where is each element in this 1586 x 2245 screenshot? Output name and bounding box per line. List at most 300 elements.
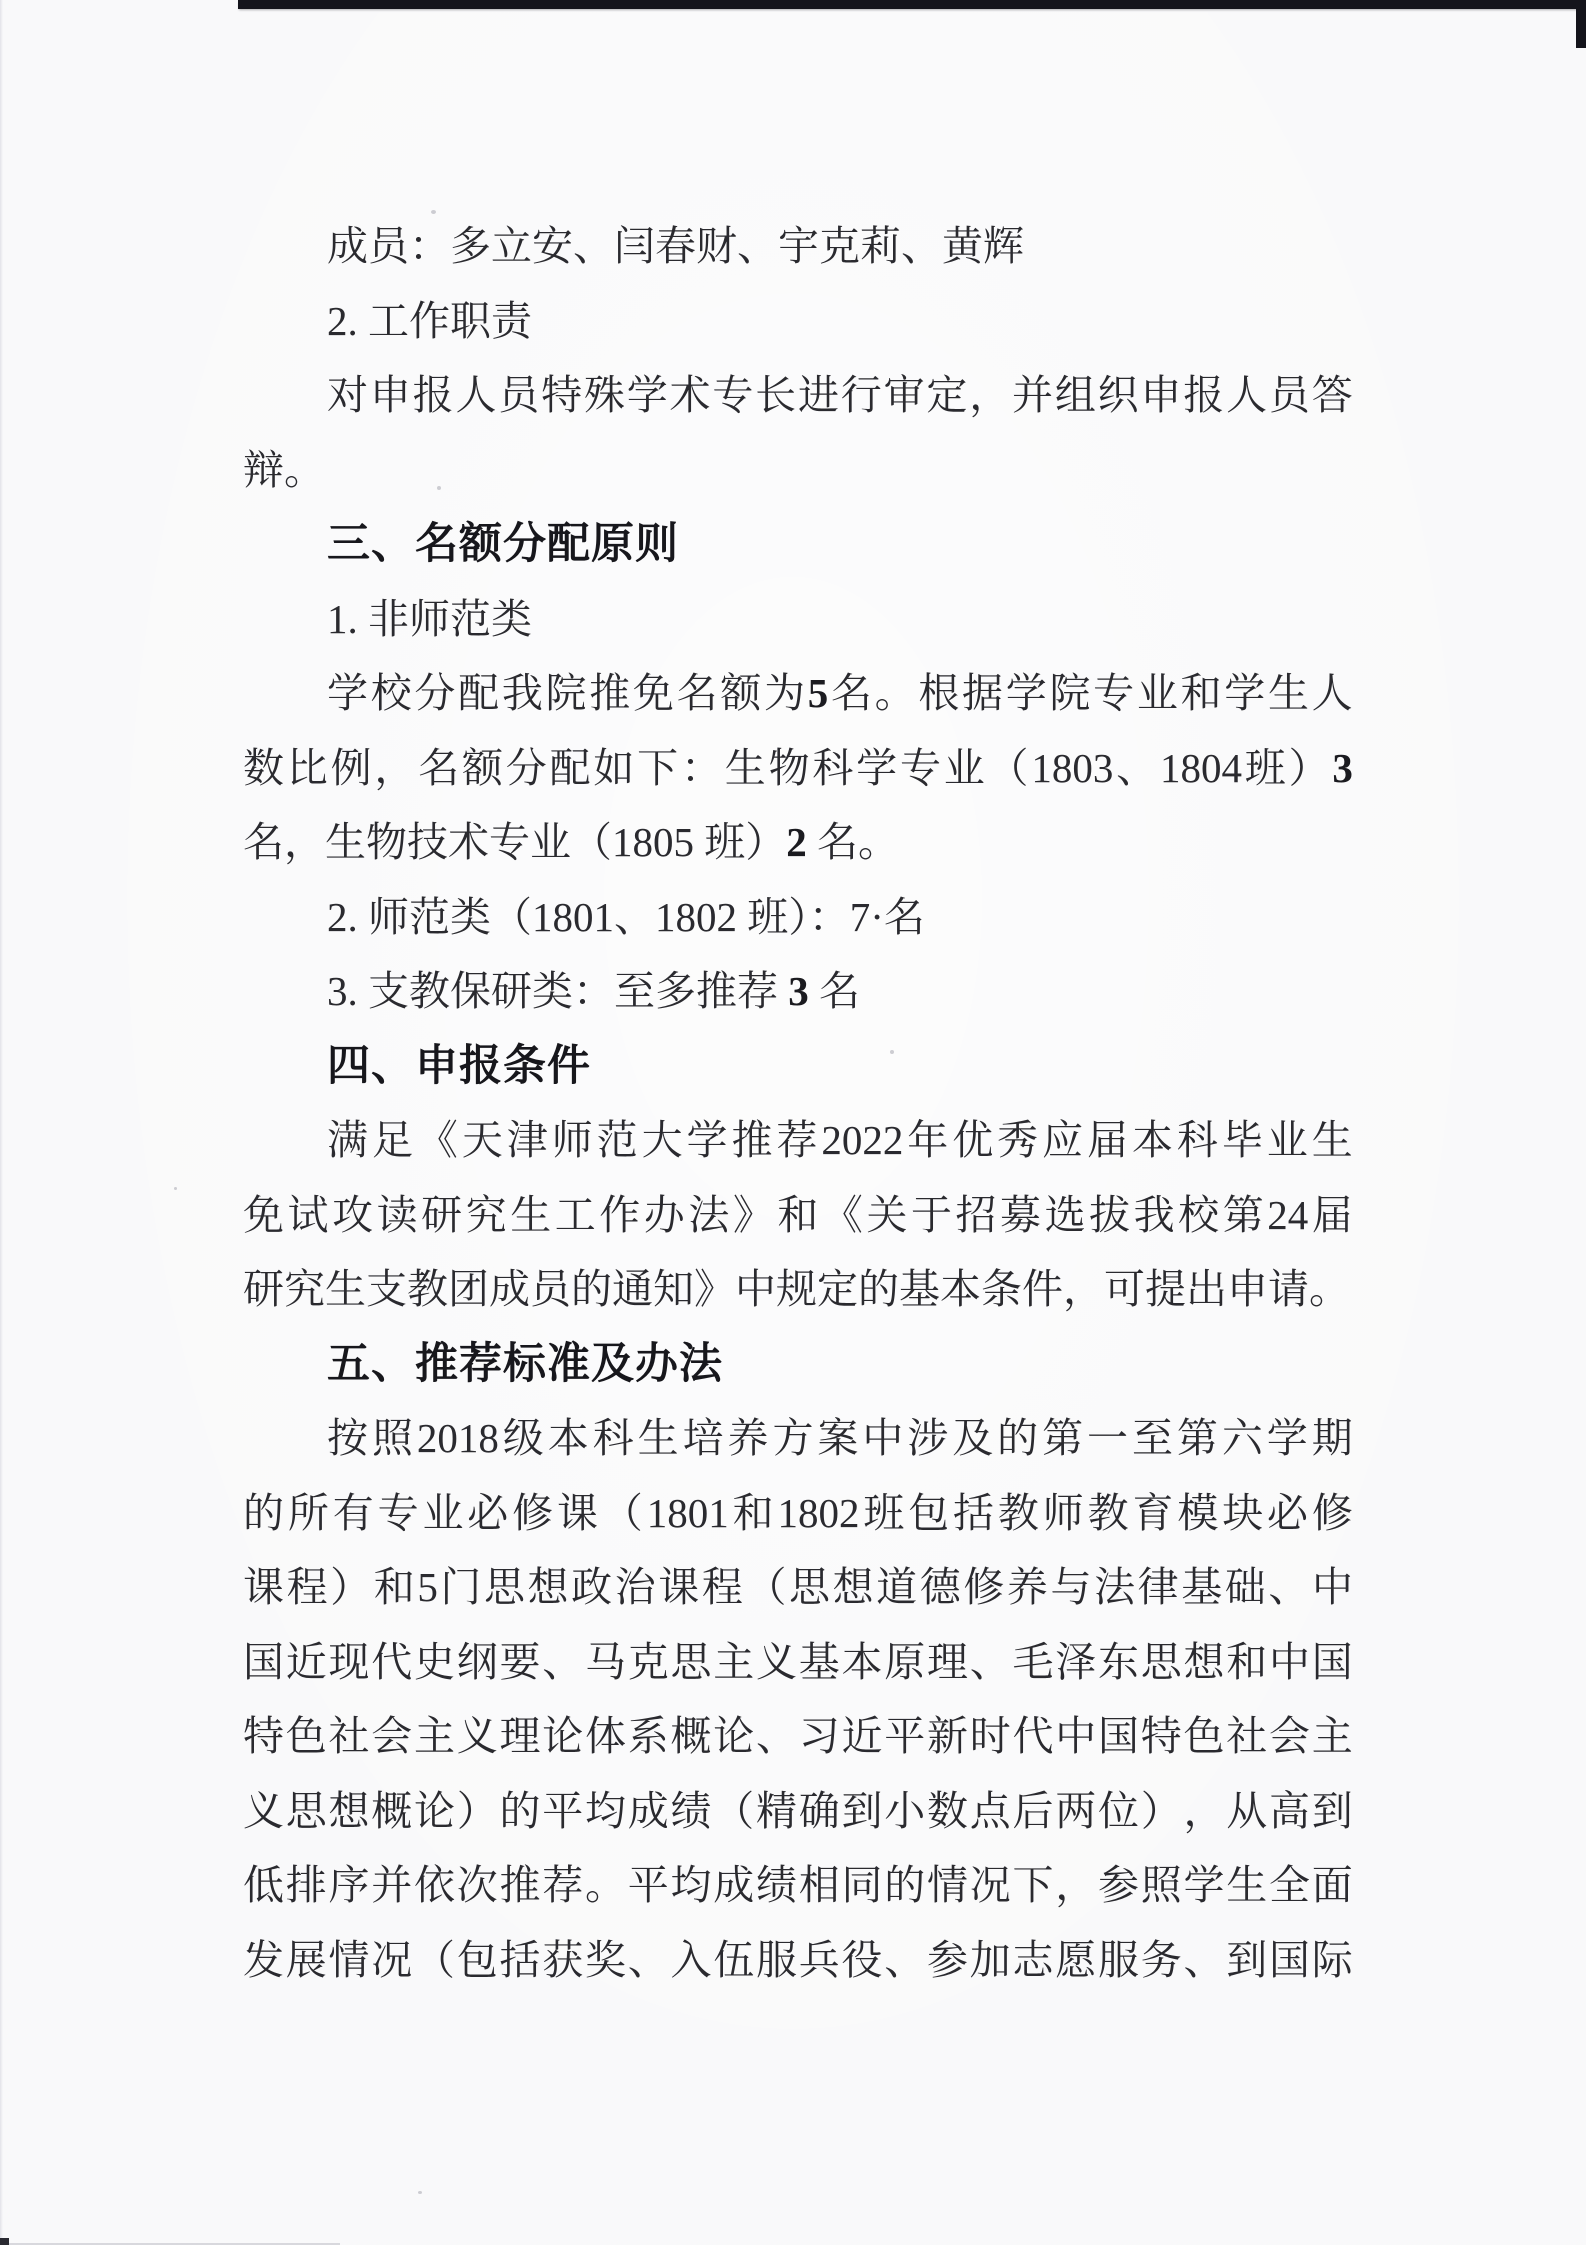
line-text: 养 xyxy=(727,1415,769,1461)
line-text: 中 xyxy=(1311,1564,1353,1610)
line-text: 学 xyxy=(626,372,668,418)
line-text: ， xyxy=(969,372,1011,418)
line-text: ， xyxy=(1183,1787,1225,1834)
line-text: 的 xyxy=(499,1787,541,1834)
line-text: 史 xyxy=(414,1638,455,1685)
line-text: 院 xyxy=(545,670,587,716)
line-text: 试 xyxy=(287,1191,329,1238)
line-text: 辩。 xyxy=(243,446,325,493)
line-text: 治 xyxy=(614,1564,656,1610)
line-text: 和 xyxy=(373,1564,415,1610)
line-text: 伍 xyxy=(713,1936,755,1983)
line-text: 本 xyxy=(841,1638,883,1685)
line-text: 专 xyxy=(1093,670,1135,716)
line-text: 次 xyxy=(456,1862,498,1908)
line-text: 。 xyxy=(585,1862,626,1908)
line-text: 审 xyxy=(883,372,925,418)
line-text: 1. 非师范类 xyxy=(327,595,532,642)
line-text: 括 xyxy=(499,1936,541,1983)
line-text: 科 xyxy=(592,1415,634,1461)
text-block xyxy=(243,209,1353,1997)
line-text: 募 xyxy=(1000,1191,1042,1238)
text-line xyxy=(243,805,1353,880)
line-text: 下 xyxy=(637,744,679,791)
line-text: （ xyxy=(414,1936,455,1983)
line-text: 精 xyxy=(756,1787,797,1834)
bold-number: 3 xyxy=(1332,744,1353,791)
line-text: 术 xyxy=(669,372,711,418)
line-text: （ xyxy=(987,744,1029,791)
line-text: 修 xyxy=(512,1489,554,1536)
line-text: 专 xyxy=(899,744,941,791)
line-text: 比 xyxy=(286,744,328,791)
line-text: ） xyxy=(1140,1787,1182,1834)
line-text: 思 xyxy=(1140,1638,1182,1685)
line-text: 纲 xyxy=(456,1638,498,1685)
line-text: 2018 xyxy=(416,1415,499,1461)
line-text: 论 xyxy=(542,1713,584,1759)
line-text: 平 xyxy=(542,1787,584,1834)
line-text: 答 xyxy=(1311,372,1353,418)
line-text: 会 xyxy=(371,1713,413,1759)
line-text: 届 xyxy=(1087,1117,1128,1163)
line-text: 的 xyxy=(243,1489,284,1536)
scan-corner-mark xyxy=(0,2238,9,2245)
line-text: 人 xyxy=(1311,670,1353,716)
text-line xyxy=(243,1401,1353,1476)
line-text: 政 xyxy=(571,1564,613,1610)
line-text: 愿 xyxy=(1055,1936,1097,1983)
line-text: 。 xyxy=(874,670,916,716)
line-text: 工 xyxy=(554,1191,596,1238)
line-text: 想 xyxy=(1183,1638,1225,1685)
line-text: 基 xyxy=(798,1638,840,1685)
line-text: 参 xyxy=(1098,1862,1139,1908)
line-text: 生 xyxy=(724,744,766,791)
line-text: 生 xyxy=(1267,670,1309,716)
line-text: 概 xyxy=(670,1713,712,1759)
line-text: 分 xyxy=(505,744,547,791)
line-text: 况 xyxy=(371,1936,413,1983)
line-text: 和 xyxy=(1180,670,1222,716)
line-text: 论 xyxy=(713,1713,755,1759)
line-text: 下 xyxy=(1012,1862,1054,1908)
line-text: 第 xyxy=(1222,1191,1264,1238)
line-text: 3. 支教保研类：至多推荐 xyxy=(327,968,789,1014)
line-text: 如 xyxy=(593,744,635,791)
line-text: 员 xyxy=(498,372,540,418)
text-line xyxy=(243,1625,1353,1700)
line-text: 国 xyxy=(1311,1638,1353,1685)
line-text: 攻 xyxy=(332,1191,374,1238)
line-text: 道 xyxy=(876,1564,918,1610)
line-text: 排 xyxy=(285,1862,327,1908)
line-text: 成 xyxy=(627,1787,669,1834)
line-text: 2. 师范类（1801、1802 班）：7·名 xyxy=(327,893,925,940)
line-text: 代 xyxy=(371,1638,413,1685)
line-text: 业 xyxy=(422,1489,464,1536)
bold-number: 3 xyxy=(788,968,809,1014)
line-text: 培 xyxy=(682,1415,724,1461)
line-text: 时 xyxy=(969,1713,1011,1759)
line-text: 会 xyxy=(1269,1713,1310,1759)
line-text: 照 xyxy=(371,1415,413,1461)
text-line xyxy=(243,1103,1353,1178)
line-text: 研 xyxy=(421,1191,463,1238)
line-text: 泽 xyxy=(1055,1638,1097,1685)
line-text: 数 xyxy=(243,744,284,791)
line-text: 长 xyxy=(755,372,797,418)
line-text: 育 xyxy=(1132,1489,1174,1536)
line-text: 义 xyxy=(756,1638,797,1685)
text-line xyxy=(243,1550,1353,1625)
line-text: 新 xyxy=(927,1713,968,1759)
line-text: 志 xyxy=(1012,1936,1054,1983)
line-text: 报 xyxy=(412,372,454,418)
line-text: ） xyxy=(1288,744,1330,791)
line-text: 优 xyxy=(952,1117,994,1163)
line-text: 于 xyxy=(910,1191,952,1238)
line-text: 选 xyxy=(1044,1191,1086,1238)
line-text: 习 xyxy=(798,1713,840,1759)
line-text: 、 xyxy=(969,1638,1011,1685)
line-text: 院 xyxy=(1049,670,1091,716)
line-text: 业 xyxy=(943,744,985,791)
line-text: 生 xyxy=(510,1191,552,1238)
line-text: 免 xyxy=(632,670,674,716)
line-text: 概 xyxy=(371,1787,413,1834)
scan-edge-top xyxy=(238,0,1586,9)
line-text: 人 xyxy=(1226,372,1268,418)
line-text: 2022 xyxy=(821,1117,904,1163)
line-text: 范 xyxy=(596,1117,638,1163)
line-text: 期 xyxy=(1311,1415,1353,1461)
line-text: 与 xyxy=(1050,1564,1092,1610)
line-text: 服 xyxy=(1098,1936,1139,1983)
line-text: 展 xyxy=(285,1936,327,1983)
section-heading xyxy=(243,1029,1353,1104)
line-text: 包 xyxy=(908,1489,950,1536)
line-text: 特 xyxy=(243,1713,284,1759)
line-text: 马 xyxy=(585,1638,626,1685)
line-text: 名 xyxy=(830,670,872,716)
line-text: 基 xyxy=(1181,1564,1223,1610)
line-text: 原 xyxy=(884,1638,926,1685)
scan-speck xyxy=(418,2191,422,2194)
line-text: 至 xyxy=(1131,1415,1173,1461)
line-text: 中 xyxy=(1055,1713,1097,1759)
text-line xyxy=(243,880,1353,955)
line-text: 理 xyxy=(499,1713,541,1759)
line-text: ： xyxy=(680,744,722,791)
line-text: 《 xyxy=(821,1191,863,1238)
line-text: 满 xyxy=(327,1117,368,1163)
line-text: 律 xyxy=(1137,1564,1179,1610)
line-text: 名 xyxy=(418,744,460,791)
line-text: 物 xyxy=(768,744,810,791)
bold-number: 5 xyxy=(807,670,829,716)
line-text: 年 xyxy=(907,1117,949,1163)
line-text: 进 xyxy=(797,372,839,418)
line-text: 现 xyxy=(328,1638,370,1685)
bold-number: 2 xyxy=(786,819,807,865)
line-text: 课 xyxy=(557,1489,599,1536)
line-text: 相 xyxy=(798,1862,840,1908)
scan-edge-left xyxy=(0,0,3,2245)
line-text: 殊 xyxy=(583,372,625,418)
line-text: 毕 xyxy=(1221,1117,1263,1163)
line-text: 程 xyxy=(701,1564,743,1610)
line-text: 对 xyxy=(327,372,368,418)
line-text: 第 xyxy=(1042,1415,1084,1461)
line-text: 位 xyxy=(1098,1787,1139,1834)
line-text: 低 xyxy=(243,1862,284,1908)
line-text: 确 xyxy=(798,1787,840,1834)
line-text: 分 xyxy=(414,670,456,716)
line-text: 办 xyxy=(643,1191,685,1238)
line-text: 配 xyxy=(549,744,591,791)
line-text: 小 xyxy=(884,1787,926,1834)
line-text: 从 xyxy=(1226,1787,1268,1834)
line-text: 及 xyxy=(952,1415,994,1461)
line-text: 根 xyxy=(918,670,960,716)
line-text: 申 xyxy=(369,372,411,418)
line-text: 近 xyxy=(841,1713,883,1759)
line-text: 特 xyxy=(1140,1713,1182,1759)
scan-edge-top-right xyxy=(1576,0,1586,48)
line-text: 本 xyxy=(547,1415,589,1461)
line-text: 代 xyxy=(1012,1713,1054,1759)
line-text: 应 xyxy=(1042,1117,1084,1163)
line-text: 要 xyxy=(499,1638,541,1685)
line-text: 绩 xyxy=(670,1787,712,1834)
line-text: 教 xyxy=(1087,1489,1129,1536)
line-text: 的 xyxy=(997,1415,1039,1461)
line-text: 方 xyxy=(772,1415,814,1461)
line-text: （ xyxy=(745,1564,787,1610)
line-text: 24 xyxy=(1267,1191,1309,1238)
line-text: 课 xyxy=(658,1564,700,1610)
line-text: 拔 xyxy=(1089,1191,1131,1238)
text-line xyxy=(243,1476,1353,1551)
line-text: 本 xyxy=(1131,1117,1173,1163)
line-text: 和 xyxy=(732,1489,774,1536)
line-text: 面 xyxy=(1311,1862,1353,1908)
line-text: 生 xyxy=(637,1415,679,1461)
line-text: 专 xyxy=(712,372,754,418)
line-text: 义 xyxy=(456,1713,498,1759)
line-text: 读 xyxy=(376,1191,418,1238)
line-text: 后 xyxy=(1012,1787,1054,1834)
line-text: 绩 xyxy=(756,1862,797,1908)
line-text: 案 xyxy=(817,1415,859,1461)
scan-speck xyxy=(174,1187,177,1190)
line-text: 服 xyxy=(756,1936,797,1983)
line-text: 学 xyxy=(1224,670,1266,716)
line-text: 东 xyxy=(1098,1638,1139,1685)
line-text: 情 xyxy=(927,1862,968,1908)
line-text: 校 xyxy=(370,670,412,716)
line-text: 师 xyxy=(1042,1489,1084,1536)
line-text: 门 xyxy=(440,1564,482,1610)
line-text: 学 xyxy=(1183,1862,1225,1908)
line-text: 役 xyxy=(841,1936,883,1983)
line-text: 推 xyxy=(589,670,631,716)
line-text: 均 xyxy=(670,1862,712,1908)
line-text: 六 xyxy=(1221,1415,1263,1461)
line-text: 校 xyxy=(1178,1191,1220,1238)
line-text: 织 xyxy=(1097,372,1139,418)
line-text: 招 xyxy=(955,1191,997,1238)
line-text: 思 xyxy=(285,1787,327,1834)
line-text: ） xyxy=(330,1564,372,1610)
line-text: 成员：多立安、闫春财、宇克莉、黄辉 xyxy=(327,223,1024,269)
line-text: 必 xyxy=(1267,1489,1309,1536)
line-text: 科 xyxy=(1176,1117,1218,1163)
line-text: 养 xyxy=(1006,1564,1048,1610)
line-text: 两 xyxy=(1055,1787,1097,1834)
line-text: 近 xyxy=(285,1638,327,1685)
line-text: 、 xyxy=(627,1936,669,1983)
line-text: 系 xyxy=(627,1713,669,1759)
line-text: 组 xyxy=(1054,372,1096,418)
line-text: ， xyxy=(1055,1862,1097,1908)
line-text: 荐 xyxy=(776,1117,818,1163)
text-line xyxy=(243,358,1353,433)
line-text: 色 xyxy=(1183,1713,1225,1759)
line-text: 1804 xyxy=(1159,744,1242,791)
line-text: 业 xyxy=(1266,1117,1308,1163)
line-text: 国 xyxy=(243,1638,284,1685)
line-text: 义 xyxy=(243,1787,284,1834)
line-text: 例 xyxy=(330,744,372,791)
line-text: 到 xyxy=(1311,1787,1353,1834)
line-text: 想 xyxy=(328,1787,370,1834)
line-text: 关 xyxy=(866,1191,908,1238)
line-text: 模 xyxy=(1177,1489,1219,1536)
text-line xyxy=(243,1848,1353,1923)
line-text: 师 xyxy=(551,1117,593,1163)
line-text: 生 xyxy=(1311,1117,1353,1163)
line-text: 定 xyxy=(926,372,968,418)
line-text: 体 xyxy=(585,1713,626,1759)
line-text: 究 xyxy=(465,1191,507,1238)
line-text: 荐 xyxy=(542,1862,584,1908)
line-text: 《 xyxy=(416,1117,458,1163)
line-text: 法 xyxy=(688,1191,730,1238)
line-text: 思 xyxy=(670,1638,712,1685)
line-text: 平 xyxy=(627,1862,669,1908)
line-text: 和 xyxy=(777,1191,819,1238)
line-text: 学 xyxy=(1266,1415,1308,1461)
line-text: 一 xyxy=(1087,1415,1128,1461)
line-text: 兵 xyxy=(798,1936,840,1983)
line-text: 研究生支教团成员的通知》中规定的基本条件，可提出申请。 xyxy=(243,1266,1350,1312)
line-text: 报 xyxy=(1183,372,1225,418)
line-text: 德 xyxy=(919,1564,961,1610)
line-text: 、 xyxy=(542,1638,584,1685)
line-text: 国 xyxy=(1269,1936,1310,1983)
line-text: 推 xyxy=(731,1117,773,1163)
line-text: 名。 xyxy=(806,819,899,865)
section-heading xyxy=(243,507,1353,582)
line-text: 社 xyxy=(328,1713,370,1759)
line-text: 、 xyxy=(1268,1564,1310,1610)
line-text: 毛 xyxy=(1012,1638,1054,1685)
line-text: 加 xyxy=(969,1936,1011,1983)
line-text: 括 xyxy=(953,1489,995,1536)
line-text: 额 xyxy=(461,744,503,791)
line-text: 有 xyxy=(332,1489,374,1536)
section-heading xyxy=(243,1327,1353,1402)
line-text: 奖 xyxy=(585,1936,626,1983)
text-line xyxy=(243,1699,1353,1774)
line-text: 人 xyxy=(455,372,497,418)
line-text: 获 xyxy=(542,1936,584,1983)
line-text: 理 xyxy=(927,1638,968,1685)
line-text: 5 xyxy=(417,1564,438,1610)
line-text: 2. 工作职责 xyxy=(327,297,532,344)
line-text: 作 xyxy=(599,1191,641,1238)
line-text: 津 xyxy=(506,1117,548,1163)
line-text: 国 xyxy=(1098,1713,1139,1759)
line-text: 高 xyxy=(1269,1787,1310,1834)
line-text: 础 xyxy=(1224,1564,1266,1610)
line-text: 务 xyxy=(1140,1936,1182,1983)
line-text: 情 xyxy=(328,1936,370,1983)
line-text: 数 xyxy=(927,1787,968,1834)
text-line xyxy=(243,954,1353,1029)
line-text: 届 xyxy=(1311,1191,1353,1238)
line-text: 名，生物技术专业（1805 班） xyxy=(243,819,787,865)
line-text: （ xyxy=(601,1489,643,1536)
line-text: 社 xyxy=(1226,1713,1268,1759)
line-text: 学 xyxy=(686,1117,728,1163)
line-text: 名 xyxy=(808,968,860,1014)
line-text: 法 xyxy=(1094,1564,1136,1610)
line-text: 生 xyxy=(1226,1862,1268,1908)
line-text: 秀 xyxy=(997,1117,1039,1163)
line-text: 特 xyxy=(541,372,583,418)
line-text: 思 xyxy=(483,1564,525,1610)
line-text: 中 xyxy=(862,1415,904,1461)
text-line xyxy=(243,433,1353,508)
text-line xyxy=(243,1923,1353,1998)
line-text: 、 xyxy=(884,1936,926,1983)
line-text: 成 xyxy=(713,1862,755,1908)
line-text: 到 xyxy=(841,1787,883,1834)
line-text: 级 xyxy=(502,1415,544,1461)
line-text: 到 xyxy=(1226,1936,1268,1983)
line-text: ） xyxy=(456,1787,498,1834)
line-text: 和 xyxy=(1226,1638,1268,1685)
line-text: 业 xyxy=(1136,670,1178,716)
line-text: 三、名额分配原则 xyxy=(327,520,679,568)
line-text: 程 xyxy=(286,1564,328,1610)
line-text: 所 xyxy=(287,1489,329,1536)
line-text: 涉 xyxy=(907,1415,949,1461)
line-text: 四、申报条件 xyxy=(327,1041,591,1090)
line-text: 配 xyxy=(458,670,500,716)
line-text: 、 xyxy=(756,1713,797,1759)
line-text: 学 xyxy=(327,670,368,716)
text-line xyxy=(243,1774,1353,1849)
line-text: 班 xyxy=(1244,744,1286,791)
line-text: 学 xyxy=(856,744,898,791)
line-text: 》 xyxy=(732,1191,774,1238)
line-text: 修 xyxy=(963,1564,1005,1610)
line-text: 照 xyxy=(1140,1862,1182,1908)
